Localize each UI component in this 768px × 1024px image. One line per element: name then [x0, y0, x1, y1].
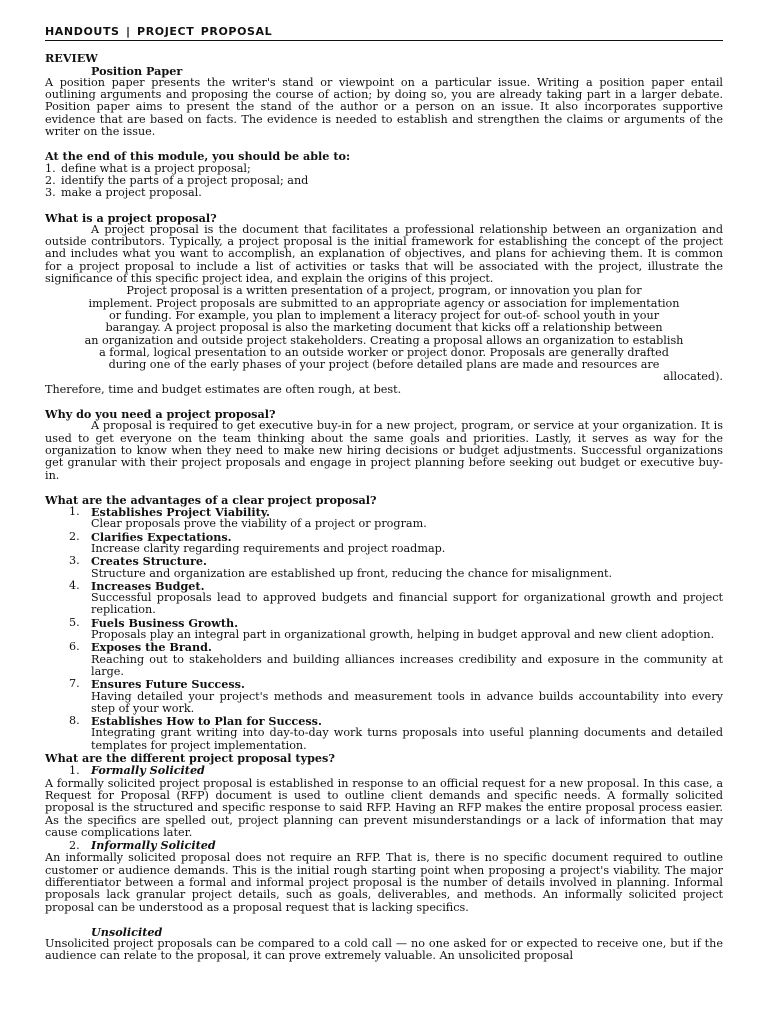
review-paragraph: A position paper presents the writer's stand or viewpoint on a particular issue. Writing a position paper entail outlining arguments and proposing the course of action; by doing so, you are already taking part in a larger debate. Position paper aims to present the stand of the author or a person on an issue. It also incorporates supportive evidence that are based on facts. The evidence is needed to establish and strengthen the claims or arguments of the writer on the issue. — [45, 75, 723, 139]
types-heading: What are the different project proposal types? — [45, 751, 335, 766]
objectives-heading: At the end of this module, you should be able to: — [45, 149, 351, 164]
list-item: 3. Creates Structure. Structure and organization are established up front, reducing the chance for misalignment. — [69, 554, 613, 580]
informally-solicited-heading: 2. Informally Solicited — [69, 838, 216, 853]
formally-solicited-heading: 1. Formally Solicited — [69, 763, 205, 778]
list-item: 3. make a project proposal. — [45, 186, 202, 200]
list-item: 2. Clarifies Expectations. Increase clarity regarding requirements and project roadmap. — [69, 529, 446, 555]
review-heading: REVIEW — [45, 51, 98, 66]
list-item: 6. Exposes the Brand. Reaching out to stakeholders and building alliances increases credibility and exposure in the community at large. — [69, 640, 723, 678]
objectives-list — [45, 163, 723, 200]
list-item: 1. define what is a project proposal; — [45, 161, 251, 175]
what-is-heading: What is a project proposal? — [45, 210, 217, 225]
why-paragraph: A proposal is required to get executive buy-in for a new project, program, or service at your organization. It is used to get everyone on the team thinking about the same goals and priorities. Lastly, it serves as way for the organization to know when they need to make new hiring decisions or budget adjustments. Successful organizations get granular with their project proposals and engage in project planning before seeking out budget or executive buy- in. — [45, 419, 723, 482]
position-paper-subheading: Position Paper — [91, 63, 183, 78]
list-item: 7. Ensures Future Success. Having detailed your project's methods and measurement tools in advance builds accountability into every step of your work. — [69, 677, 723, 715]
what-is-paragraph-2: Project proposal is a written presentation of a project, program, or innovation you plan for implement. Project proposals are submitted to an appropriate agency or association for implementation or funding. For example, you plan to implement a literacy project for out-of- school youth in your barangay. A project proposal is also the marketing document that kicks off a relationship between an organization and outside project stakeholders. Creating a proposal allows an organization to establish a formal, logical presentation to an outside worker or project donor. Proposals are generally drafted during one of the early phases of your project (before detailed plans are made and resources are allocated). — [84, 284, 723, 384]
page-header: HANDOUTS | PROJECT PROPOSAL — [45, 26, 723, 41]
list-item: 8. Establishes How to Plan for Success. Integrating grant writing into day-to-day work turns proposals into useful planning documents and detailed templates for project implementation. — [69, 714, 723, 752]
unsolicited-heading: Unsolicited — [91, 924, 163, 939]
list-item: 4. Increases Budget. Successful proposals lead to approved budgets and financial support for organizational growth and project replication. — [69, 578, 723, 617]
informally-solicited-paragraph: An informally solicited proposal does not require an RFP. That is, there is no specific document required to outline customer or audience demands. This is the initial rough starting point when proposing a project's viability. The major differentiator between a formal and informal project proposal is the number of details involved in planning. Informal proposals lack granular project details, such as goals, deliverables, and methods. An informally solicited project proposal can be understood as a proposal request that is lacking specifics. — [45, 851, 723, 914]
document-page — [45, 26, 723, 963]
list-item: 5. Fuels Business Growth. Proposals play an integral part in organizational growth, helping in budget approval and new client adoption. — [69, 615, 715, 642]
advantages-list — [45, 506, 723, 752]
what-is-paragraph-3: Therefore, time and budget estimates are often rough, at best. — [45, 382, 402, 396]
formally-solicited-paragraph: A formally solicited project proposal is established in response to an official request for a new proposal. In this case, a Request for Proposal (RFP) document is used to outline client demands and specific needs. A formally solicited proposal is the structured and specific response to said RFP. Having an RFP makes the entire proposal process easier. As the specifics are spelled out, project planning can prevent misunderstandings or a lack of information that may cause complications later. — [45, 776, 723, 839]
list-item: 1. Establishes Project Viability. Clear proposals prove the viability of a project or program. — [69, 505, 427, 531]
list-item: 2. identify the parts of a project proposal; and — [45, 173, 309, 187]
unsolicited-paragraph: Unsolicited project proposals can be compared to a cold call — no one asked for or expected to receive one, but if the audience can relate to the proposal, it can prove extremely valuable. An unsolicited proposal — [45, 937, 723, 963]
advantages-heading: What are the advantages of a clear project proposal? — [45, 492, 377, 507]
why-heading: Why do you need a project proposal? — [45, 407, 276, 422]
what-is-paragraph-1: A project proposal is the document that facilitates a professional relationship between an organization and outside contributors. Typically, a project proposal is the initial framework for establishing the concept of the project and includes what you want to accomplish, an explanation of objectives, and plans for achieving them. It is common for a project proposal to include a list of activities or tasks that will be associated with the project, illustrate the significance of this specific project idea, and explain the origins of this project. — [45, 222, 723, 286]
